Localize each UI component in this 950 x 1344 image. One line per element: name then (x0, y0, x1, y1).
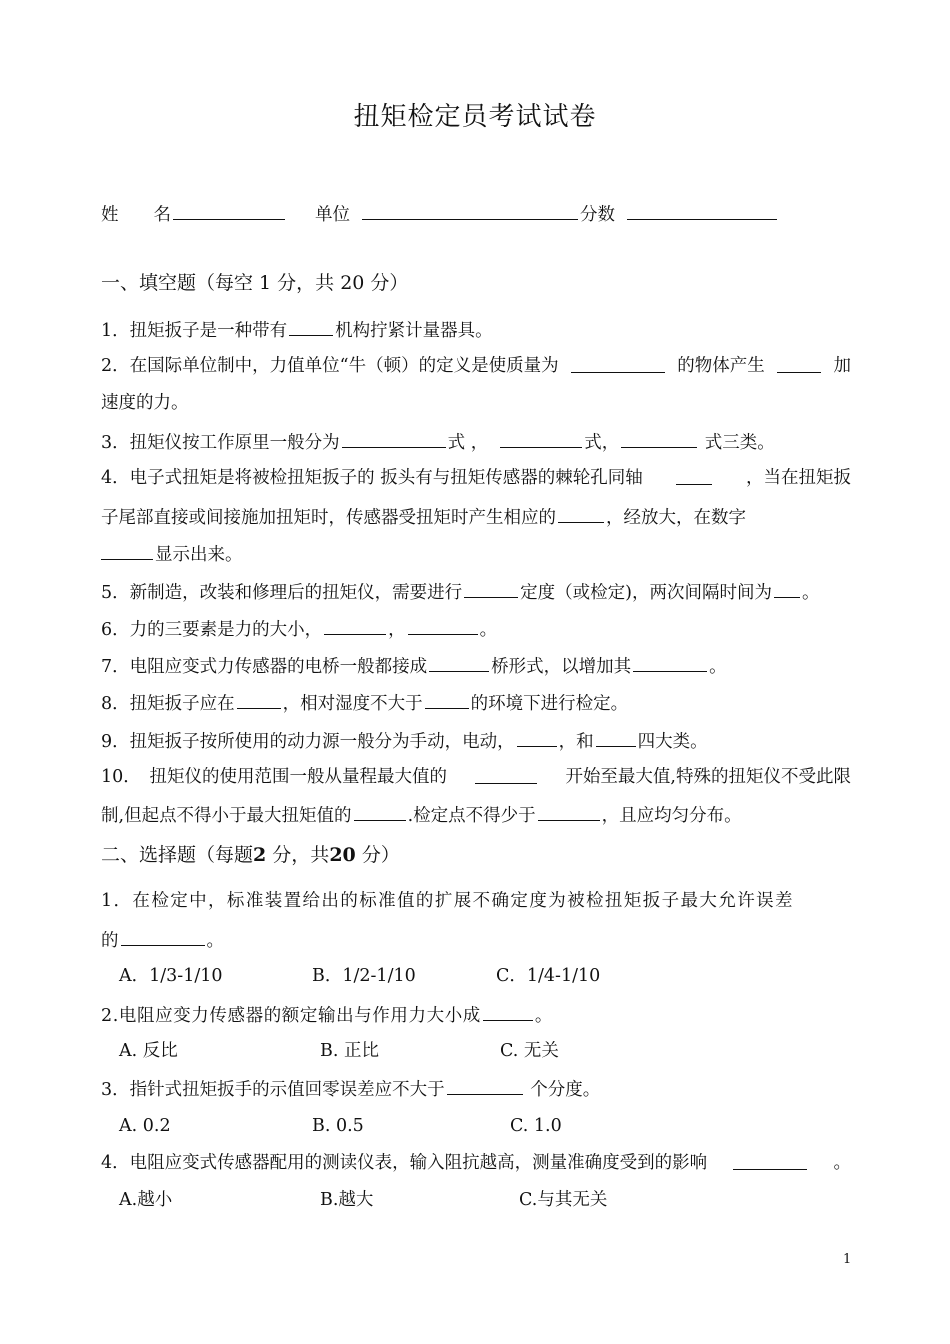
unit-blank[interactable] (362, 201, 578, 220)
fill-q4-cont: 子尾部直接或间接施加扭矩时，传感器受扭矩时产生相应的 ，经放大，在数字 (101, 504, 746, 530)
fill-q10-cont: 制,但起点不得小于最大扭矩值的 .检定点不得少于 ，且应均匀分布。 (101, 802, 742, 828)
blank[interactable] (324, 616, 386, 635)
blank[interactable] (558, 504, 604, 523)
unit-label: 单位 (315, 205, 350, 225)
fill-q10: 10． 扭矩仪的使用范围一般从量程最大值的 开始至最大值,特殊的扭矩仪不受此限 (101, 767, 851, 787)
choice-q4-option-c[interactable]: C.与其无关 (519, 1190, 608, 1210)
fill-q4: 4．电子式扭矩是将被检扭矩扳子的 扳头有与扭矩传感器的棘轮孔同轴 ，当在扭矩扳 (101, 468, 851, 488)
blank[interactable] (354, 802, 406, 821)
blank[interactable] (777, 354, 821, 373)
section-2-heading: 二、选择题（每题2 分，共20 分） (101, 844, 400, 866)
fill-q1: 1．扭矩扳子是一种带有 机构拧紧计量器具。 (101, 317, 493, 343)
blank[interactable] (676, 466, 712, 485)
choice-q1-option-a[interactable]: A．1/3-1/10 (119, 966, 223, 986)
page-number: 1 (843, 1252, 852, 1267)
fill-q3: 3．扭矩仪按工作原里一般分为 式 ， 式， 式三类。 (101, 429, 775, 455)
blank[interactable] (408, 616, 478, 635)
blank[interactable] (500, 429, 582, 448)
blank[interactable] (425, 690, 469, 709)
fill-q6: 6．力的三要素是力的大小， ， 。 (101, 616, 497, 642)
blank[interactable] (621, 429, 697, 448)
choice-q4-option-a[interactable]: A.越小 (119, 1190, 173, 1210)
choice-q3-option-a[interactable]: A. 0.2 (119, 1116, 171, 1136)
blank[interactable] (633, 653, 707, 672)
blank[interactable] (429, 653, 489, 672)
choice-q2-option-a[interactable]: A. 反比 (119, 1041, 178, 1061)
blank[interactable] (483, 1002, 533, 1021)
fill-q9: 9．扭矩扳子按所使用的动力源一般分为手动，电动， ，和 四大类。 (101, 728, 708, 754)
score-label: 分数 (580, 205, 615, 225)
blank[interactable] (464, 579, 518, 598)
choice-q3-option-c[interactable]: C. 1.0 (510, 1116, 562, 1136)
choice-q2: 2.电阻应变力传感器的额定输出与作用力大小成 。 (101, 1002, 552, 1028)
blank[interactable] (571, 354, 665, 373)
choice-q1-option-b[interactable]: B．1/2-1/10 (312, 966, 416, 986)
page-title: 扭矩检定员考试试卷 (353, 102, 597, 132)
name-label: 姓 名 (101, 205, 171, 225)
choice-q4-option-b[interactable]: B.越大 (320, 1190, 374, 1210)
fill-q2: 2．在国际单位制中，力值单位“牛（顿）的定义是使质量为 的物体产生 加 (101, 356, 851, 376)
fill-q8: 8．扭矩扳子应在 ，相对湿度不大于 的环境下进行检定。 (101, 690, 628, 716)
name-blank[interactable] (173, 201, 285, 220)
blank[interactable] (733, 1151, 807, 1170)
choice-q1-cont: 的 。 (101, 927, 224, 953)
blank[interactable] (447, 1076, 523, 1095)
choice-q2-option-c[interactable]: C. 无关 (500, 1041, 559, 1061)
blank[interactable] (237, 690, 281, 709)
blank[interactable] (774, 579, 800, 598)
choice-q1: 1．在检定中，标准装置给出的标准值的扩展不确定度为被检扭矩扳子最大允许误差 (101, 891, 794, 911)
blank[interactable] (101, 541, 153, 560)
choice-q2-option-b[interactable]: B. 正比 (320, 1041, 379, 1061)
blank[interactable] (475, 765, 537, 784)
blank[interactable] (538, 802, 600, 821)
info-row (101, 201, 779, 227)
fill-q7: 7．电阻应变式力传感器的电桥一般都接成 桥形式，以增加其 。 (101, 653, 727, 679)
score-blank[interactable] (627, 201, 777, 220)
choice-q3: 3．指针式扭矩扳手的示值回零误差应不大于 个分度。 (101, 1076, 600, 1102)
blank[interactable] (342, 429, 446, 448)
choice-q1-option-c[interactable]: C．1/4-1/10 (496, 966, 601, 986)
blank[interactable] (289, 317, 333, 336)
fill-q2-cont: 速度的力。 (101, 393, 189, 413)
blank[interactable] (596, 728, 636, 747)
blank[interactable] (121, 927, 205, 946)
fill-q5: 5．新制造，改装和修理后的扭矩仪，需要进行 定度（或检定)，两次间隔时间为 。 (101, 579, 819, 605)
fill-q4-cont2: 显示出来。 (101, 541, 243, 567)
blank[interactable] (517, 728, 557, 747)
section-1-heading: 一、填空题（每空 1 分，共 20 分） (101, 272, 409, 294)
choice-q3-option-b[interactable]: B. 0.5 (312, 1116, 364, 1136)
choice-q4: 4．电阻应变式传感器配用的测读仪表，输入阻抗越高，测量准确度受到的影响 。 (101, 1153, 851, 1173)
